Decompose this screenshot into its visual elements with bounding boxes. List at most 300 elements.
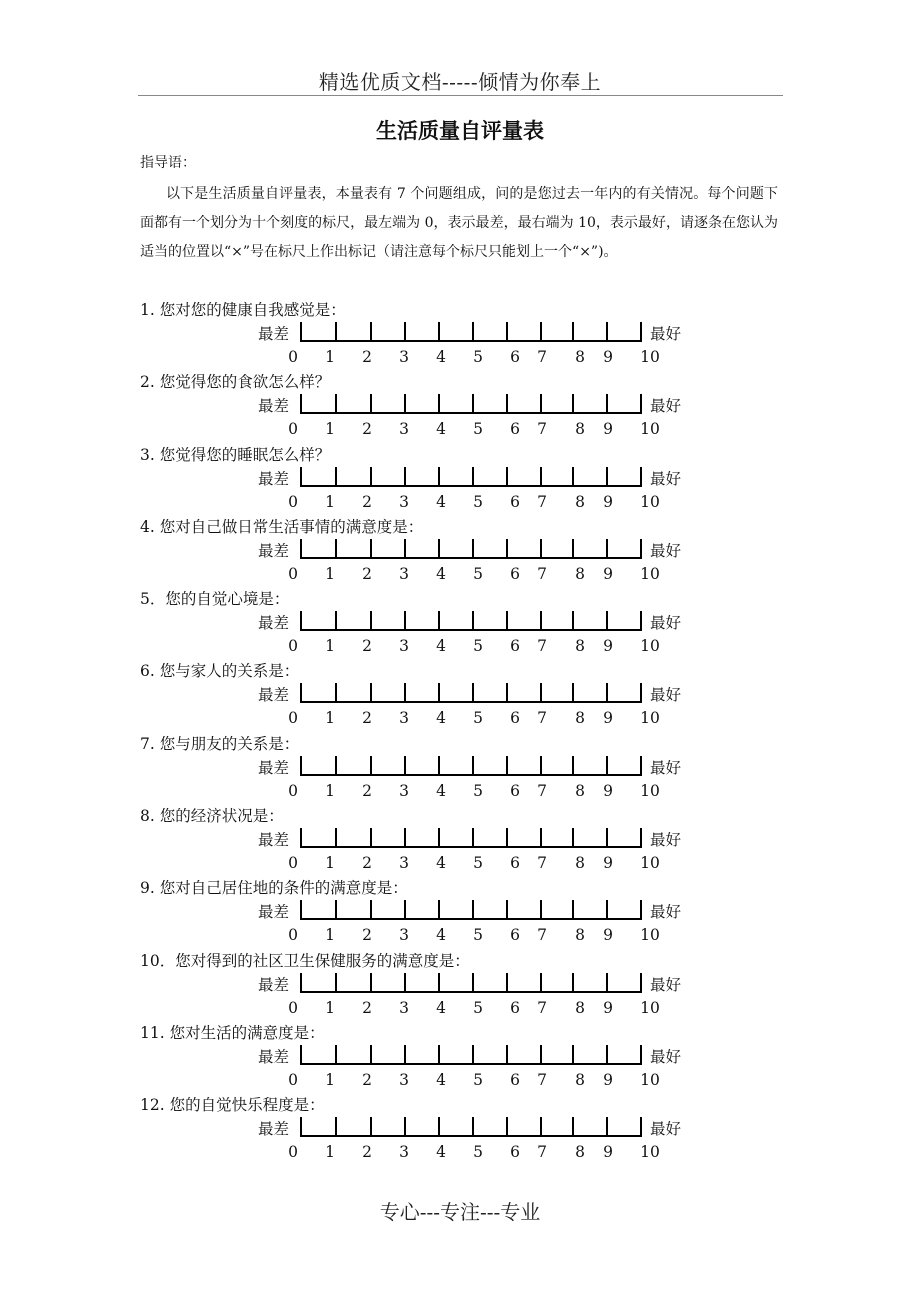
ruler-tick: [370, 467, 372, 487]
ruler-tick: [472, 394, 474, 414]
scale-worst-label: 最差: [258, 614, 290, 633]
ruler-tick: [404, 683, 406, 703]
question-item: [0, 515, 920, 587]
ruler-tick: [506, 539, 508, 559]
ruler-tick: [606, 1045, 608, 1065]
scale-number: 6: [510, 926, 520, 945]
ruler-tick: [506, 611, 508, 631]
question-item: [0, 1093, 920, 1165]
ruler-tick: [300, 828, 302, 848]
ruler-tick: [506, 1117, 508, 1137]
scale-best-label: 最好: [650, 903, 682, 922]
page-header: 精选优质文档-----倾情为你奉上: [318, 70, 602, 94]
question-item: [0, 443, 920, 515]
ruler-tick: [572, 611, 574, 631]
scale-number: 9: [603, 637, 613, 656]
scale-number: 2: [362, 564, 372, 583]
question-text: 4. 您对自己做日常生活事情的满意度是：: [140, 517, 424, 536]
scale-number: 8: [575, 348, 585, 366]
scale-number: 7: [537, 637, 547, 656]
ruler-tick: [300, 322, 302, 342]
scale-number: 8: [575, 709, 585, 728]
ruler-tick: [300, 900, 302, 920]
scale-worst-label: 最差: [258, 831, 290, 850]
ruler-tick: [300, 394, 302, 414]
ruler-tick: [572, 828, 574, 848]
ruler-tick: [300, 1117, 302, 1137]
scale-number: 6: [510, 492, 520, 511]
scale-number: 9: [603, 1070, 613, 1089]
scale-best-label: 最好: [650, 975, 682, 994]
scale-number: 5: [473, 1070, 483, 1089]
scale-number: 10: [640, 564, 660, 583]
ruler-tick: [640, 322, 642, 342]
ruler-tick: [370, 394, 372, 414]
scale-number: 4: [436, 1070, 446, 1089]
scale-number: 9: [603, 564, 613, 583]
ruler-tick: [572, 394, 574, 414]
question-text: 9. 您对自己居住地的条件的满意度是：: [140, 879, 408, 898]
scale-number: 1: [325, 420, 335, 439]
rating-ruler[interactable]: [300, 1043, 642, 1065]
scale-number: 0: [288, 420, 298, 439]
scale-best-label: 最好: [650, 831, 682, 850]
ruler-tick: [300, 756, 302, 776]
question-item: [0, 804, 920, 876]
ruler-tick: [472, 900, 474, 920]
ruler-tick: [438, 1045, 440, 1065]
scale-number: 8: [575, 926, 585, 945]
scale-number: 9: [603, 1143, 613, 1162]
scale-number: 5: [473, 998, 483, 1017]
scale-number: 2: [362, 709, 372, 728]
question-list: [0, 298, 920, 1166]
scale-number: 3: [399, 420, 409, 439]
ruler-tick: [335, 756, 337, 776]
scale-number: 1: [325, 998, 335, 1017]
scale-numbers: [0, 782, 920, 802]
scale-number: 0: [288, 1143, 298, 1162]
ruler-tick: [404, 973, 406, 993]
rating-ruler[interactable]: [300, 609, 642, 631]
ruler-tick: [572, 1117, 574, 1137]
ruler-tick: [506, 467, 508, 487]
ruler-tick: [506, 900, 508, 920]
scale-number: 2: [362, 781, 372, 800]
scale-number: 3: [399, 1143, 409, 1162]
scale-best-label: 最好: [650, 325, 682, 343]
scale-worst-label: 最差: [258, 903, 290, 922]
ruler-tick: [438, 1117, 440, 1137]
ruler-tick: [335, 1117, 337, 1137]
scale-number: 4: [436, 926, 446, 945]
rating-ruler[interactable]: [300, 754, 642, 776]
scale-worst-label: 最差: [258, 325, 290, 343]
scale-number: 2: [362, 637, 372, 656]
scale-number: 6: [510, 564, 520, 583]
guide-label: 指导语：: [140, 155, 196, 171]
ruler-tick: [540, 756, 542, 776]
ruler-tick: [335, 467, 337, 487]
scale-number: 7: [537, 492, 547, 511]
ruler-tick: [472, 756, 474, 776]
question-text: 11. 您对生活的满意度是：: [140, 1023, 325, 1042]
ruler-tick: [540, 1045, 542, 1065]
ruler-baseline: [300, 1063, 642, 1065]
scale-number: 0: [288, 781, 298, 800]
ruler-tick: [438, 322, 440, 342]
question-item: [0, 370, 920, 442]
scale-number: 1: [325, 564, 335, 583]
rating-ruler[interactable]: [300, 537, 642, 559]
scale-number: 3: [399, 709, 409, 728]
scale-number: 2: [362, 998, 372, 1017]
ruler-tick: [404, 900, 406, 920]
question-item: [0, 1021, 920, 1093]
scale-number: 0: [288, 854, 298, 873]
scale-number: 10: [640, 854, 660, 873]
ruler-tick: [506, 394, 508, 414]
scale-number: 3: [399, 854, 409, 873]
ruler-tick: [540, 683, 542, 703]
scale-number: 10: [640, 1143, 660, 1162]
scale-number: 3: [399, 998, 409, 1017]
document-title: 生活质量自评量表: [376, 119, 544, 143]
scale-numbers: [0, 709, 920, 729]
scale-number: 9: [603, 998, 613, 1017]
ruler-tick: [404, 611, 406, 631]
scale-worst-label: 最差: [258, 975, 290, 994]
ruler-tick: [300, 683, 302, 703]
ruler-tick: [472, 1045, 474, 1065]
ruler-baseline: [300, 1135, 642, 1137]
scale-number: 0: [288, 492, 298, 511]
scale-number: 0: [288, 709, 298, 728]
scale-numbers: [0, 1071, 920, 1091]
scale-number: 5: [473, 637, 483, 656]
ruler-tick: [606, 322, 608, 342]
scale-number: 2: [362, 420, 372, 439]
scale-number: 2: [362, 854, 372, 873]
ruler-baseline: [300, 991, 642, 993]
scale-number: 10: [640, 1070, 660, 1089]
ruler-baseline: [300, 846, 642, 848]
scale-numbers: [0, 420, 920, 440]
scale-number: 4: [436, 709, 446, 728]
ruler-tick: [335, 683, 337, 703]
scale-worst-label: 最差: [258, 758, 290, 777]
ruler-tick: [370, 611, 372, 631]
scale-number: 7: [537, 854, 547, 873]
ruler-tick: [370, 322, 372, 342]
scale-numbers: [0, 565, 920, 585]
scale-number: 5: [473, 420, 483, 439]
scale-number: 0: [288, 637, 298, 656]
question-text: 7. 您与朋友的关系是：: [140, 734, 300, 753]
ruler-tick: [572, 539, 574, 559]
ruler-tick: [404, 1117, 406, 1137]
question-item: [0, 949, 920, 1021]
scale-number: 9: [603, 709, 613, 728]
scale-worst-label: 最差: [258, 397, 290, 416]
ruler-tick: [572, 900, 574, 920]
scale-number: 1: [325, 348, 335, 366]
scale-number: 2: [362, 1070, 372, 1089]
ruler-tick: [640, 1117, 642, 1137]
scale-number: 9: [603, 854, 613, 873]
ruler-tick: [472, 683, 474, 703]
rating-ruler[interactable]: [300, 681, 642, 703]
rating-ruler[interactable]: [300, 971, 642, 993]
ruler-tick: [540, 322, 542, 342]
ruler-tick: [404, 394, 406, 414]
scale-number: 9: [603, 781, 613, 800]
scale-worst-label: 最差: [258, 1047, 290, 1066]
ruler-tick: [472, 322, 474, 342]
scale-number: 4: [436, 492, 446, 511]
ruler-baseline: [300, 629, 642, 631]
ruler-tick: [438, 756, 440, 776]
ruler-tick: [506, 973, 508, 993]
scale-number: 1: [325, 781, 335, 800]
ruler-baseline: [300, 774, 642, 776]
scale-number: 6: [510, 998, 520, 1017]
ruler-tick: [472, 828, 474, 848]
ruler-tick: [335, 322, 337, 342]
scale-number: 2: [362, 1143, 372, 1162]
scale-number: 10: [640, 926, 660, 945]
scale-number: 8: [575, 1070, 585, 1089]
ruler-tick: [572, 1045, 574, 1065]
ruler-tick: [370, 828, 372, 848]
ruler-tick: [300, 539, 302, 559]
question-text: 8. 您的经济状况是：: [140, 807, 284, 826]
rating-ruler[interactable]: [300, 465, 642, 487]
ruler-baseline: [300, 485, 642, 487]
ruler-tick: [300, 1045, 302, 1065]
scale-number: 7: [537, 781, 547, 800]
scale-number: 3: [399, 781, 409, 800]
scale-number: 6: [510, 348, 520, 366]
scale-number: 0: [288, 998, 298, 1017]
ruler-tick: [606, 973, 608, 993]
question-text: 10．您对得到的社区卫生保健服务的满意度是：: [140, 951, 470, 970]
ruler-tick: [640, 611, 642, 631]
scale-numbers: [0, 926, 920, 946]
scale-number: 7: [537, 420, 547, 439]
ruler-tick: [606, 394, 608, 414]
ruler-tick: [370, 900, 372, 920]
scale-worst-label: 最差: [258, 541, 290, 560]
ruler-tick: [404, 322, 406, 342]
ruler-tick: [335, 394, 337, 414]
ruler-tick: [404, 539, 406, 559]
scale-number: 4: [436, 348, 446, 366]
ruler-tick: [438, 611, 440, 631]
scale-number: 6: [510, 1143, 520, 1162]
scale-number: 1: [325, 492, 335, 511]
rating-ruler[interactable]: [300, 898, 642, 920]
scale-best-label: 最好: [650, 397, 682, 416]
scale-number: 8: [575, 637, 585, 656]
scale-numbers: [0, 348, 920, 368]
rating-ruler[interactable]: [300, 392, 642, 414]
scale-number: 7: [537, 348, 547, 366]
ruler-tick: [506, 683, 508, 703]
scale-number: 10: [640, 348, 660, 366]
ruler-tick: [370, 683, 372, 703]
question-item: [0, 298, 920, 370]
scale-number: 5: [473, 709, 483, 728]
question-text: 12. 您的自觉快乐程度是：: [140, 1096, 325, 1115]
ruler-tick: [335, 828, 337, 848]
scale-numbers: [0, 493, 920, 513]
scale-number: 7: [537, 926, 547, 945]
scale-numbers: [0, 999, 920, 1019]
ruler-tick: [438, 900, 440, 920]
intro-paragraph: 以下是生活质量自评量表，本量表有 7 个问题组成，问的是您过去一年内的有关情况。每个问题下面都有一个划分为十个刻度的标尺，最左端为 0，表示最差，最右端为 10，表示最好，请逐条在您认为适当的位置以“×”号在标尺上作出标记（请注意每个标尺只能划上一个“×”)。: [140, 186, 778, 260]
scale-best-label: 最好: [650, 758, 682, 777]
ruler-tick: [472, 467, 474, 487]
scale-number: 8: [575, 492, 585, 511]
scale-number: 0: [288, 348, 298, 366]
ruler-tick: [640, 973, 642, 993]
ruler-tick: [370, 539, 372, 559]
scale-number: 9: [603, 348, 613, 366]
ruler-baseline: [300, 701, 642, 703]
scale-number: 9: [603, 926, 613, 945]
scale-number: 4: [436, 564, 446, 583]
rating-ruler[interactable]: [300, 1115, 642, 1137]
scale-number: 5: [473, 564, 483, 583]
scale-number: 2: [362, 926, 372, 945]
scale-number: 3: [399, 348, 409, 366]
scale-number: 1: [325, 854, 335, 873]
question-text: 6. 您与家人的关系是：: [140, 662, 300, 681]
scale-number: 8: [575, 998, 585, 1017]
ruler-tick: [572, 467, 574, 487]
scale-number: 7: [537, 1070, 547, 1089]
ruler-tick: [472, 973, 474, 993]
scale-number: 0: [288, 1070, 298, 1089]
ruler-tick: [300, 973, 302, 993]
scale-number: 3: [399, 1070, 409, 1089]
scale-worst-label: 最差: [258, 469, 290, 488]
scale-number: 1: [325, 1070, 335, 1089]
ruler-tick: [335, 1045, 337, 1065]
ruler-tick: [572, 683, 574, 703]
ruler-tick: [370, 1045, 372, 1065]
scale-number: 6: [510, 1070, 520, 1089]
scale-number: 4: [436, 1143, 446, 1162]
scale-number: 5: [473, 1143, 483, 1162]
rating-ruler[interactable]: [300, 826, 642, 848]
ruler-baseline: [300, 412, 642, 414]
scale-number: 3: [399, 637, 409, 656]
scale-number: 5: [473, 348, 483, 366]
ruler-tick: [640, 394, 642, 414]
scale-number: 1: [325, 1143, 335, 1162]
scale-number: 6: [510, 637, 520, 656]
ruler-tick: [540, 611, 542, 631]
scale-number: 0: [288, 926, 298, 945]
ruler-baseline: [300, 340, 642, 342]
ruler-tick: [540, 394, 542, 414]
ruler-tick: [335, 900, 337, 920]
ruler-tick: [472, 539, 474, 559]
ruler-tick: [640, 539, 642, 559]
scale-number: 6: [510, 781, 520, 800]
ruler-tick: [438, 539, 440, 559]
ruler-tick: [370, 973, 372, 993]
ruler-tick: [506, 828, 508, 848]
scale-number: 4: [436, 998, 446, 1017]
scale-number: 3: [399, 492, 409, 511]
scale-number: 6: [510, 854, 520, 873]
ruler-tick: [606, 756, 608, 776]
ruler-baseline: [300, 557, 642, 559]
rating-ruler[interactable]: [300, 320, 642, 342]
ruler-tick: [370, 1117, 372, 1137]
ruler-tick: [404, 756, 406, 776]
ruler-tick: [300, 467, 302, 487]
scale-best-label: 最好: [650, 686, 682, 705]
scale-number: 8: [575, 854, 585, 873]
ruler-tick: [540, 973, 542, 993]
scale-number: 1: [325, 926, 335, 945]
scale-number: 5: [473, 492, 483, 511]
ruler-tick: [438, 467, 440, 487]
scale-number: 4: [436, 854, 446, 873]
scale-number: 5: [473, 926, 483, 945]
ruler-tick: [606, 683, 608, 703]
ruler-tick: [540, 539, 542, 559]
ruler-tick: [540, 467, 542, 487]
ruler-tick: [606, 900, 608, 920]
scale-number: 2: [362, 492, 372, 511]
ruler-tick: [438, 828, 440, 848]
scale-number: 7: [537, 998, 547, 1017]
header-rule: [138, 95, 783, 96]
question-text: 2. 您觉得您的食欲怎么样？: [140, 373, 331, 392]
question-item: [0, 587, 920, 659]
scale-worst-label: 最差: [258, 1120, 290, 1139]
ruler-tick: [572, 756, 574, 776]
scale-number: 5: [473, 854, 483, 873]
scale-number: 7: [537, 564, 547, 583]
ruler-baseline: [300, 918, 642, 920]
ruler-tick: [472, 611, 474, 631]
ruler-tick: [606, 611, 608, 631]
scale-worst-label: 最差: [258, 686, 290, 705]
ruler-tick: [640, 1045, 642, 1065]
scale-number: 8: [575, 564, 585, 583]
scale-number: 1: [325, 709, 335, 728]
ruler-tick: [572, 973, 574, 993]
ruler-tick: [606, 1117, 608, 1137]
ruler-tick: [640, 756, 642, 776]
question-item: [0, 732, 920, 804]
scale-numbers: [0, 1143, 920, 1163]
page-footer: 专心---专注---专业: [379, 1200, 541, 1224]
ruler-tick: [640, 828, 642, 848]
scale-number: 10: [640, 492, 660, 511]
scale-number: 9: [603, 492, 613, 511]
scale-number: 8: [575, 1143, 585, 1162]
ruler-tick: [335, 611, 337, 631]
scale-number: 4: [436, 781, 446, 800]
scale-number: 10: [640, 781, 660, 800]
